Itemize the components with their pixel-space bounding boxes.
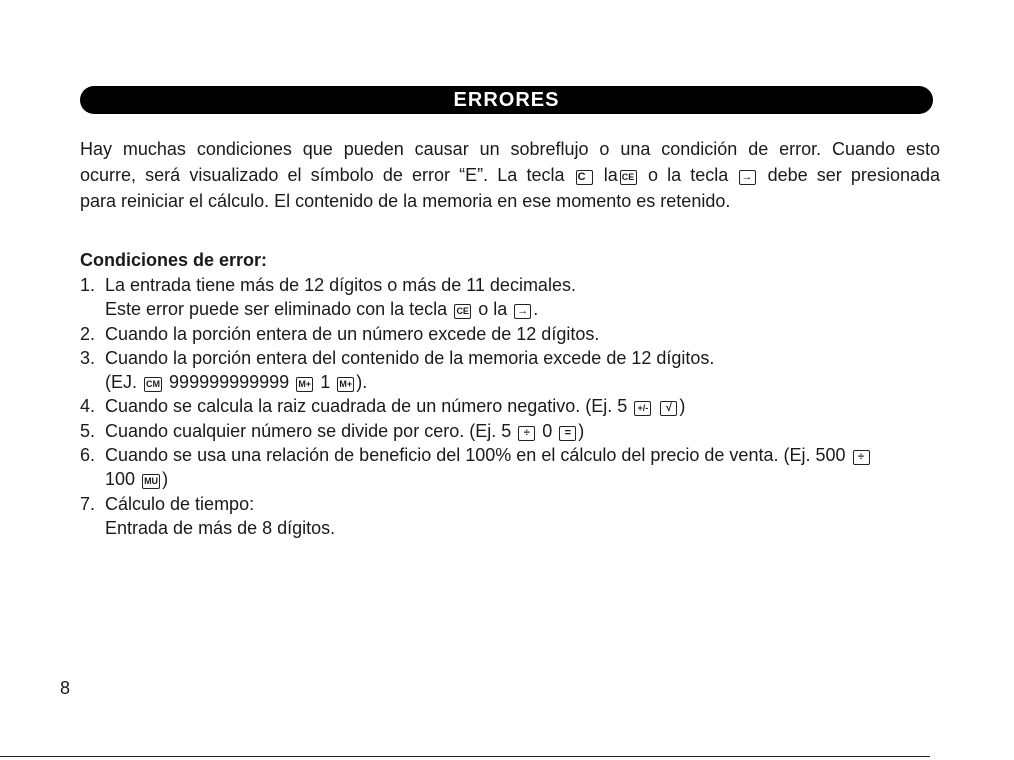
section-title: ERRORES	[453, 88, 560, 111]
divide-key-icon: ÷	[853, 450, 870, 465]
list-item	[80, 346, 942, 370]
list-item	[80, 492, 942, 516]
item-text: Este error puede ser eliminado con la tecla	[105, 299, 448, 320]
intro-line-2a: ocurre, será visualizado el símbolo de error “E”. La tecla	[80, 165, 565, 185]
item-text: Cuando la porción entera de un número excede de 12 dígitos.	[105, 323, 600, 344]
item-text: ).	[356, 372, 368, 393]
ce-key-icon: CE	[454, 304, 471, 319]
intro-line-2c: o la tecla	[647, 165, 729, 185]
item-text: 100	[105, 469, 136, 490]
item-text: 999999999999	[169, 372, 290, 393]
item-number: 6.	[80, 445, 96, 466]
item-text: 1	[320, 372, 331, 393]
item-text: Entrada de más de 8 dígitos.	[105, 517, 336, 538]
item-text: La entrada tiene más de 12 dígitos o más de 11 decimales.	[105, 275, 576, 295]
conditions-list	[80, 273, 942, 540]
intro-line-1: Hay muchas condiciones que pueden causar un sobreflujo o una condición de error. Cuando esto	[80, 139, 940, 159]
c-key-icon: C	[576, 170, 593, 185]
list-item-continuation	[80, 370, 942, 394]
item-text: )	[162, 469, 169, 490]
list-item	[80, 273, 942, 297]
page-number: 8	[60, 678, 71, 698]
arrow-key-icon: →	[514, 304, 531, 319]
sqrt-key-icon: √	[660, 401, 677, 416]
item-text: )	[679, 396, 686, 417]
item-text: Cuando se usa una relación de beneficio del 100% en el cálculo del precio de venta. (Ej. 500	[105, 445, 846, 466]
mplus-key-icon: M+	[296, 377, 313, 392]
item-number: 5.	[80, 420, 96, 441]
list-item	[80, 443, 942, 467]
list-item-continuation	[80, 297, 942, 321]
item-number: 3.	[80, 347, 96, 368]
arrow-key-icon: →	[739, 170, 756, 185]
list-item	[80, 394, 942, 418]
mu-key-icon: MU	[142, 474, 160, 489]
plusminus-key-icon: +/-	[634, 401, 651, 416]
intro-line-3: para reiniciar el cálculo. El contenido de la memoria en ese momento es retenido.	[80, 191, 731, 211]
item-text: Cálculo de tiempo:	[105, 493, 255, 514]
list-item-continuation	[80, 516, 942, 540]
list-item	[80, 322, 942, 346]
equals-key-icon: =	[559, 426, 576, 441]
item-text: o la	[478, 299, 508, 320]
list-item-continuation	[80, 467, 942, 491]
intro-line-2d: debe ser presionada	[767, 165, 940, 185]
section-banner	[80, 86, 933, 114]
item-number: 7.	[80, 493, 96, 514]
intro-line-2b: la	[603, 165, 618, 185]
item-text: (EJ.	[105, 372, 138, 393]
mplus-key-icon: M+	[337, 377, 354, 392]
item-number: 4.	[80, 396, 96, 417]
conditions-heading: Condiciones de error:	[80, 250, 268, 270]
divide-key-icon: ÷	[518, 426, 535, 441]
item-number: 1.	[80, 275, 96, 295]
item-text: 0	[542, 420, 553, 441]
intro-line-2	[80, 162, 940, 188]
footer-rule	[0, 756, 930, 757]
item-text: Cuando se calcula la raiz cuadrada de un número negativo. (Ej. 5	[105, 396, 628, 417]
ce-key-icon: CE	[620, 170, 637, 185]
item-text: Cuando la porción entera del contenido de la memoria excede de 12 dígitos.	[105, 347, 715, 368]
intro-paragraph	[80, 136, 940, 214]
cm-key-icon: CM	[144, 377, 162, 392]
item-text: Cuando cualquier número se divide por cero. (Ej. 5	[105, 420, 512, 441]
item-number: 2.	[80, 323, 96, 344]
item-text: .	[533, 299, 539, 320]
list-item	[80, 419, 942, 443]
item-text: )	[578, 420, 585, 441]
